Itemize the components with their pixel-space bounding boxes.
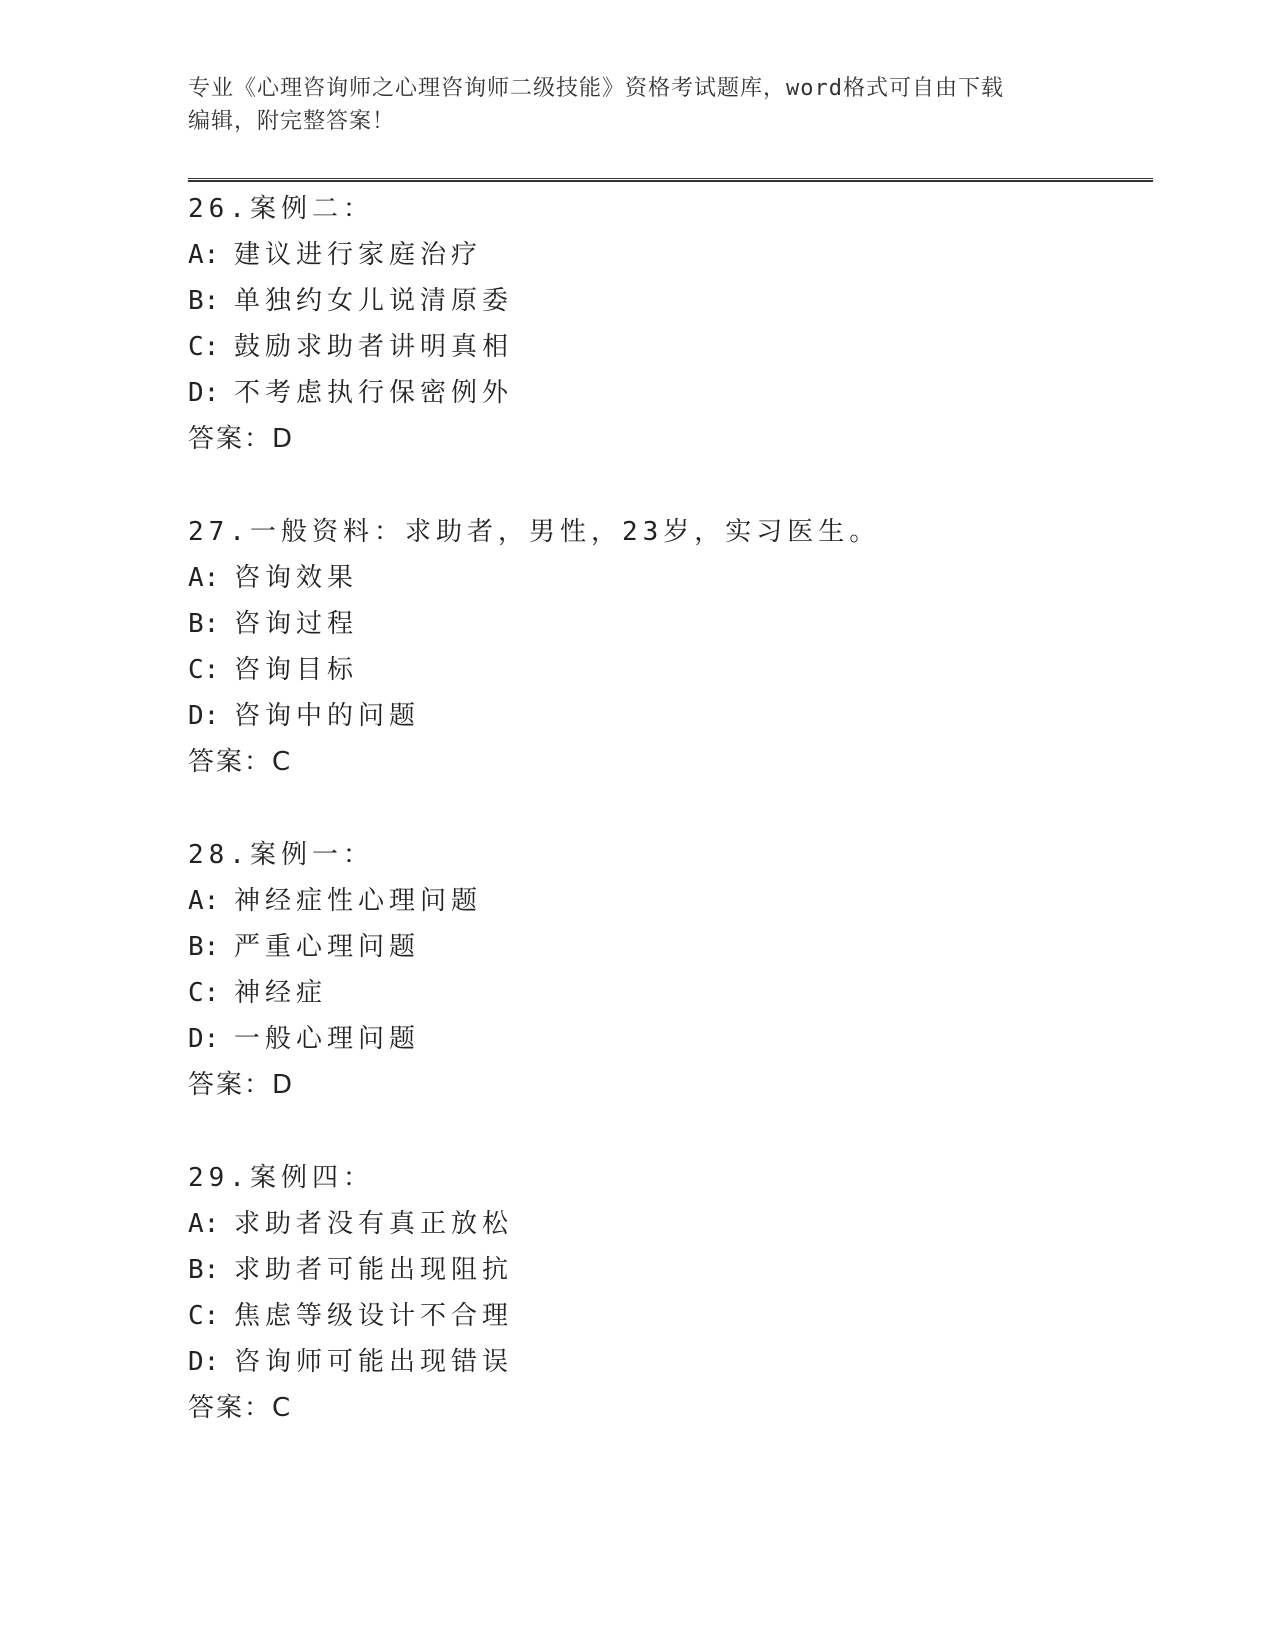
question-stem: 26.案例二： <box>188 194 374 224</box>
option-d <box>188 693 1153 739</box>
option-text: 严重心理问题 <box>234 932 421 962</box>
option-c <box>188 970 1153 1016</box>
option-letter: C: <box>188 978 220 1008</box>
option-text: 咨询过程 <box>234 609 359 639</box>
option-letter: B: <box>188 1255 220 1285</box>
option-text: 咨询目标 <box>234 655 359 685</box>
option-letter: B: <box>188 932 220 962</box>
option-a <box>188 878 1153 924</box>
option-letter: D: <box>188 378 220 408</box>
option-letter: D: <box>188 701 220 731</box>
question-stem: 28.案例一： <box>188 840 374 870</box>
option-text: 咨询师可能出现错误 <box>234 1347 514 1377</box>
question-stem: 29.案例四： <box>188 1163 374 1193</box>
header-line-1: 专业《心理咨询师之心理咨询师二级技能》资格考试题库，word格式可自由下载 <box>188 76 1004 101</box>
document-header <box>188 72 1088 138</box>
option-letter: C: <box>188 655 220 685</box>
option-text: 咨询中的问题 <box>234 701 421 731</box>
option-text: 一般心理问题 <box>234 1024 421 1054</box>
option-b <box>188 924 1153 970</box>
answer-line: 答案：D <box>188 424 295 454</box>
option-letter: C: <box>188 332 220 362</box>
answer-line: 答案：C <box>188 1393 293 1423</box>
option-text: 单独约女儿说清原委 <box>234 286 514 316</box>
question-28 <box>188 832 1153 1108</box>
option-c <box>188 1293 1153 1339</box>
question-stem: 27.一般资料：求助者，男性，23岁，实习医生。 <box>188 517 881 547</box>
option-text: 神经症 <box>234 978 328 1008</box>
option-b <box>188 1247 1153 1293</box>
header-divider <box>188 178 1153 182</box>
option-a <box>188 555 1153 601</box>
option-letter: B: <box>188 609 220 639</box>
option-letter: A: <box>188 886 220 916</box>
question-list <box>188 186 1153 1478</box>
option-b <box>188 601 1153 647</box>
option-a <box>188 232 1153 278</box>
option-text: 神经症性心理问题 <box>234 886 483 916</box>
answer-line: 答案：C <box>188 747 293 777</box>
header-line-2: 编辑，附完整答案！ <box>188 109 396 134</box>
option-letter: B: <box>188 286 220 316</box>
option-d <box>188 370 1153 416</box>
option-text: 鼓励求助者讲明真相 <box>234 332 514 362</box>
option-letter: A: <box>188 563 220 593</box>
option-text: 咨询效果 <box>234 563 359 593</box>
option-letter: A: <box>188 240 220 270</box>
option-d <box>188 1016 1153 1062</box>
option-text: 建议进行家庭治疗 <box>234 240 483 270</box>
option-c <box>188 647 1153 693</box>
option-letter: D: <box>188 1347 220 1377</box>
option-text: 求助者可能出现阻抗 <box>234 1255 514 1285</box>
option-text: 焦虑等级设计不合理 <box>234 1301 514 1331</box>
option-letter: C: <box>188 1301 220 1331</box>
question-29 <box>188 1155 1153 1431</box>
answer-line: 答案：D <box>188 1070 295 1100</box>
option-d <box>188 1339 1153 1385</box>
option-a <box>188 1201 1153 1247</box>
option-text: 求助者没有真正放松 <box>234 1209 514 1239</box>
question-26 <box>188 186 1153 462</box>
option-letter: D: <box>188 1024 220 1054</box>
option-letter: A: <box>188 1209 220 1239</box>
option-c <box>188 324 1153 370</box>
option-text: 不考虑执行保密例外 <box>234 378 514 408</box>
option-b <box>188 278 1153 324</box>
question-27 <box>188 509 1153 785</box>
